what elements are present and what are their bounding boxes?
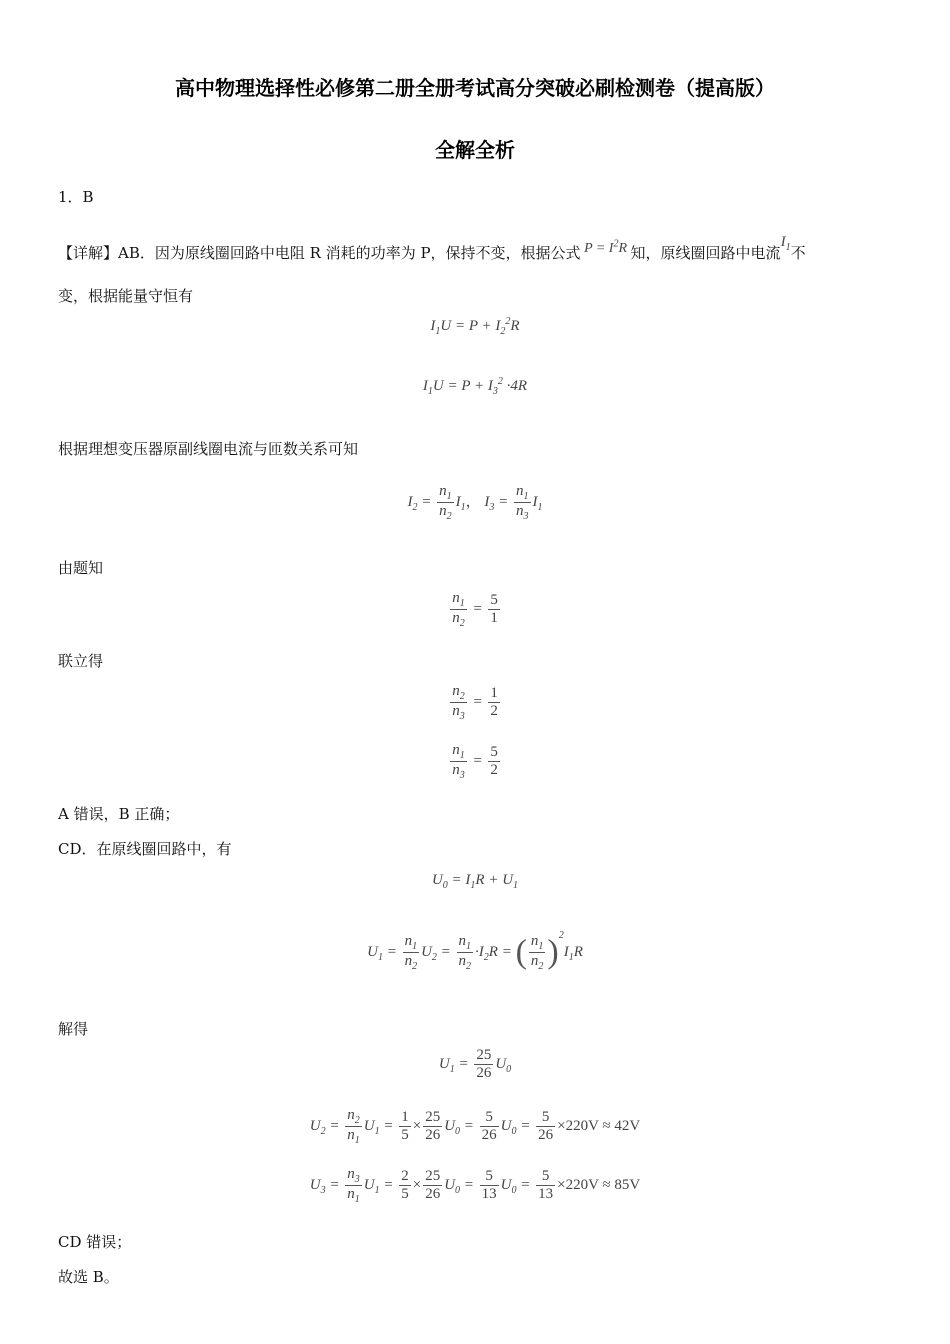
text-cd-intro: CD．在原线圈回路中，有 [58,840,232,858]
current-symbol-i1: $I_1$ [780,234,791,253]
equation-u3-result: $U_3$ = $\frac{n_3}{n_1}$ $U_1$ = $\frac{2}{5}$ × $\frac{25}{26}$ $U_0$ = $\frac{5}{13}$ $U_0$ = $\frac{5}{13}$ ×220V ≈ 85V [309,1166,641,1205]
text-given: 由题知 [58,559,104,577]
detail-text-a: 【详解】AB．因为原线圈回路中电阻 R 消耗的功率为 P，保持不变，根据公式 [58,244,581,262]
detail-text-c: 不 [790,244,806,262]
text-combine: 联立得 [58,652,104,670]
detail-line-2: 变，根据能量守恒有 [58,287,194,305]
equation-primary-loop: $U_0 = I_1R + U_1$ [431,872,519,891]
text-cd-conclusion: CD 错误； [58,1233,132,1251]
page-title: 高中物理选择性必修第二册全册考试高分突破必刷检测卷（提高版） [175,76,775,100]
text-solve: 解得 [58,1020,89,1038]
power-formula-inline: $P = I^2R$ [584,238,628,256]
equation-energy-2: $I_1U = P + I_3^2 \cdot 4R$ [422,376,528,397]
text-ab-conclusion: A 错误，B 正确； [58,805,180,823]
text-final-answer: 故选 B。 [58,1268,119,1286]
page-subtitle: 全解全析 [435,138,515,162]
detail-line-1 [58,234,806,263]
equation-u1-expansion: $U_1$ = $\frac{n_1}{n_2}$ $U_2$ = $\frac{n_1}{n_2}$ $\cdot I_2R$ = ( $\frac{n_1}{n_2}$ )$^2I_1R$ [367,930,583,973]
equation-turns-ratio-given: $\frac{n_1}{n_2}$ = $\frac{5}{1}$ [452,590,498,629]
text-current-ratio: 根据理想变压器原副线圈电流与匝数关系可知 [58,440,359,458]
detail-text-b: 知，原线圈回路中电流 [630,244,781,262]
equation-current-ratios: $I_2$ = $\frac{n_1}{n_2}$ $I_1$， $I_3$ = $\frac{n_1}{n_3}$ $I_1$ [407,483,543,522]
equation-u1-result: $U_1$ = $\frac{25}{26}$ $U_0$ [438,1047,512,1081]
equation-turns-ratio-13: $\frac{n_1}{n_3}$ = $\frac{5}{2}$ [452,742,498,781]
equation-u2-result: $U_2$ = $\frac{n_2}{n_1}$ $U_1$ = $\frac{1}{5}$ × $\frac{25}{26}$ $U_0$ = $\frac{5}{26}$ $U_0$ = $\frac{5}{26}$ ×220V ≈ 42V [309,1107,641,1146]
equation-turns-ratio-23: $\frac{n_2}{n_3}$ = $\frac{1}{2}$ [452,683,498,722]
equation-energy-1: $I_1U = P + I_2^2R$ [430,316,520,337]
question-label: 1．B [58,188,94,206]
